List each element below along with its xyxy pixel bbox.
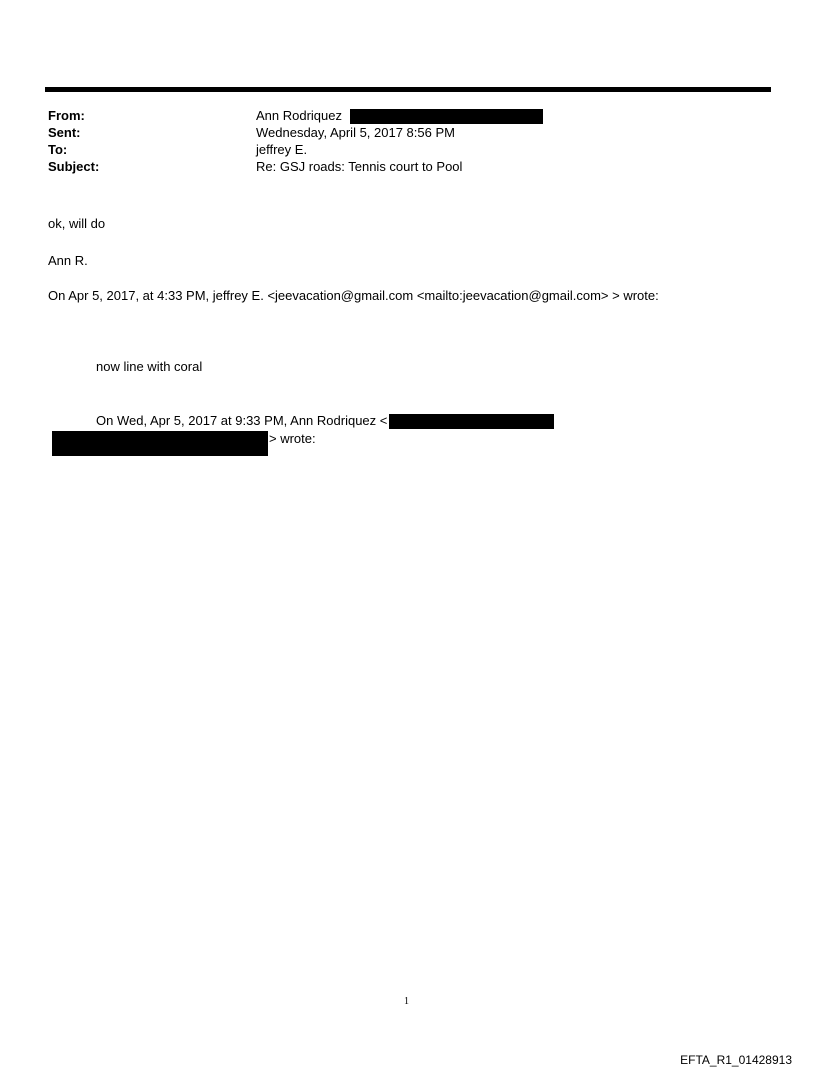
nested-quote-wrote: > wrote:: [269, 431, 316, 446]
subject-label: Subject:: [48, 159, 100, 174]
quoted-message: now line with coral: [96, 359, 203, 374]
bates-number: EFTA_R1_01428913: [680, 1053, 792, 1067]
redaction-nested-email: [389, 414, 554, 429]
redaction-nested-mailto: [52, 431, 268, 456]
to-value: jeffrey E.: [256, 142, 308, 157]
nested-quote-intro: On Wed, Apr 5, 2017 at 9:33 PM, Ann Rodriquez <: [96, 413, 388, 428]
to-label: To:: [48, 142, 68, 157]
sent-value: Wednesday, April 5, 2017 8:56 PM: [256, 125, 455, 140]
sent-label: Sent:: [48, 125, 81, 140]
from-value: Ann Rodriquez: [256, 108, 342, 123]
reply-text: ok, will do: [48, 216, 106, 231]
header-rule: [45, 87, 771, 92]
from-label: From:: [48, 108, 85, 123]
quote-intro: On Apr 5, 2017, at 4:33 PM, jeffrey E. <jeevacation@gmail.com <mailto:jeevacation@gmail.com> > wrote:: [48, 288, 659, 303]
signature: Ann R.: [48, 253, 88, 268]
subject-value: Re: GSJ roads: Tennis court to Pool: [256, 159, 463, 174]
redaction-from-email: [350, 109, 543, 124]
page-number: 1: [404, 996, 409, 1007]
